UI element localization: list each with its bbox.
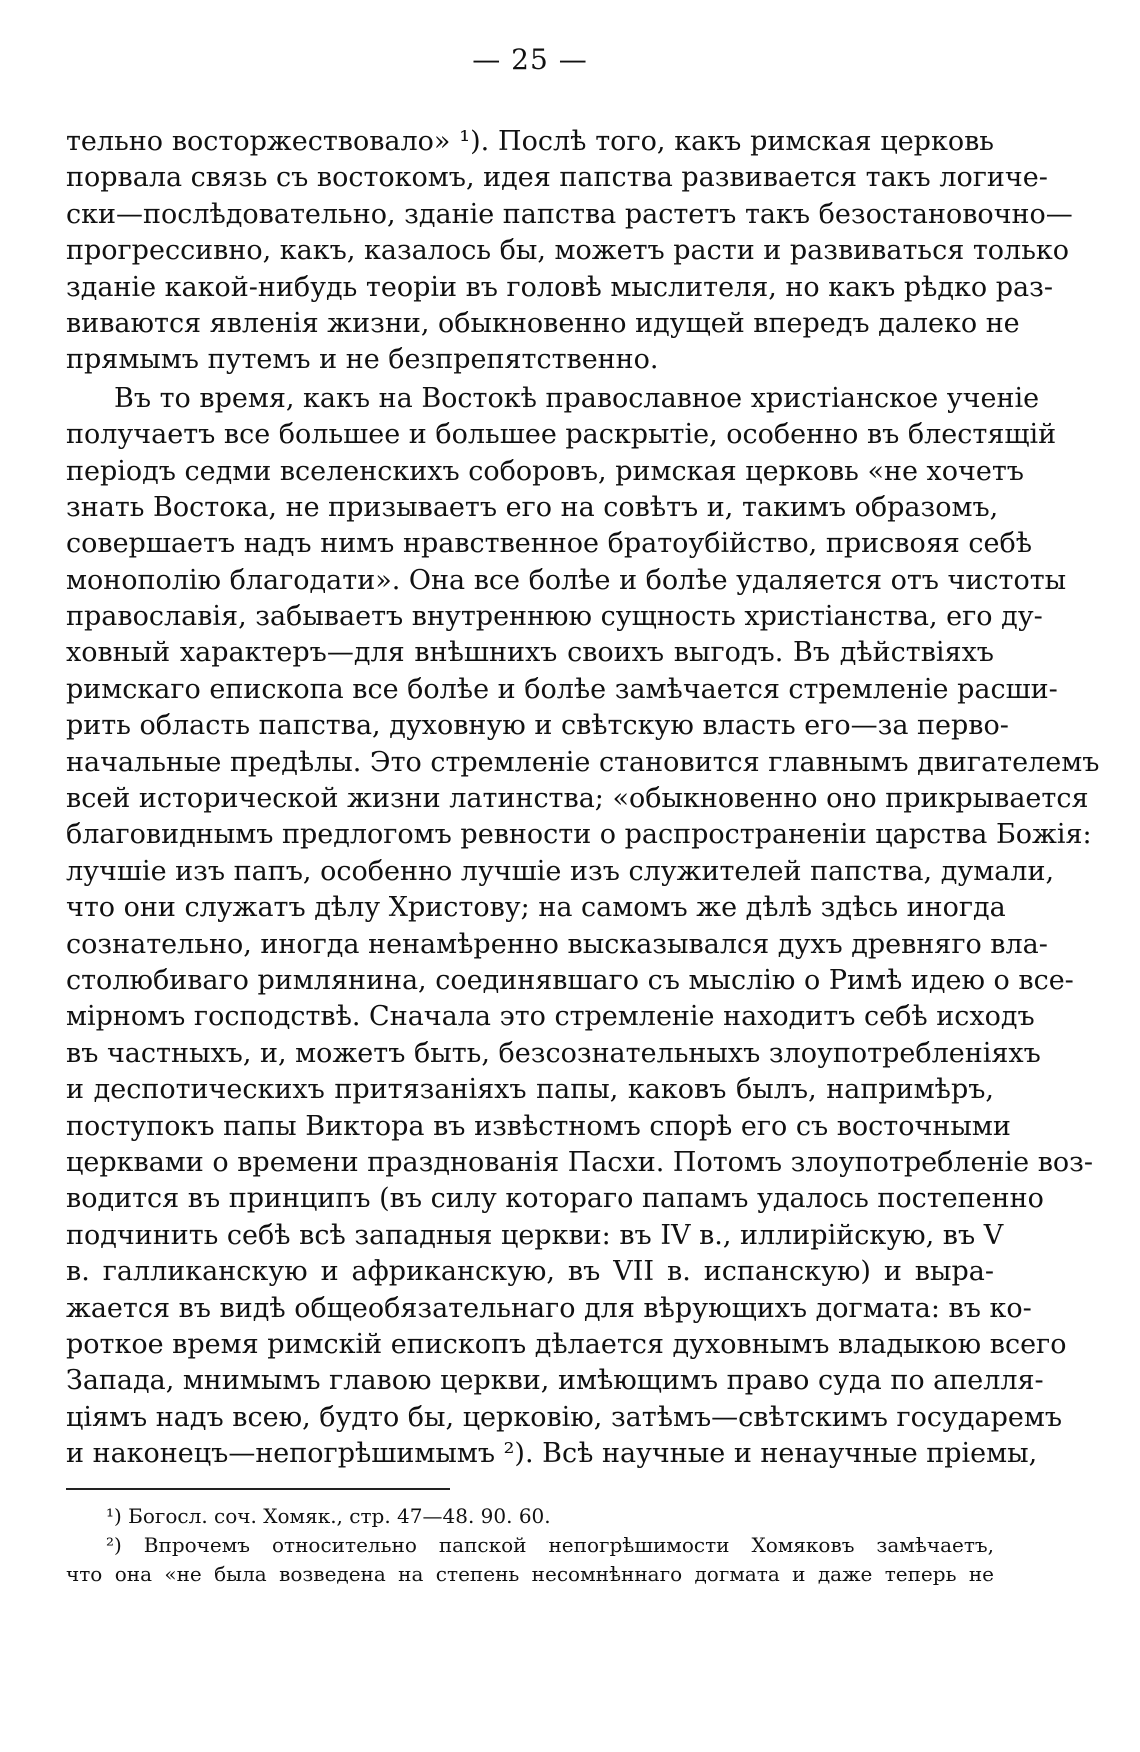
text-line: Запада, мнимымъ главою церкви, имѣющимъ право суда по апелля-: [66, 1365, 1044, 1397]
text-line: церквами о времени празднованія Пасхи. Потомъ злоупотребленіе воз-: [66, 1146, 1094, 1178]
text-line: что они служатъ дѣлу Христову; на самомъ же дѣлѣ здѣсь иногда: [66, 892, 1006, 924]
text-line: сознательно, иногда ненамѣренно высказывался духъ древняго вла-: [66, 928, 1048, 960]
text-line: всей исторической жизни латинства; «обыкновенно оно прикрывается: [66, 783, 1089, 815]
footnote-2: ²) Впрочемъ относительно папской непогрѣшимости Хомяковъ замѣчаетъ,: [106, 1533, 994, 1558]
text-line: римскаго епископа все болѣе и болѣе замѣчается стремленіе расши-: [66, 673, 1058, 705]
text-line: и деспотическихъ притязаніяхъ папы, каковъ былъ, напримѣръ,: [66, 1074, 994, 1106]
text-line: ціямъ надъ всею, будто бы, церковію, затѣмъ—свѣтскимъ государемъ: [66, 1401, 1063, 1433]
page-number: — 25 —: [472, 43, 588, 76]
text-line: роткое время римскій епископъ дѣлается духовнымъ владыкою всего: [66, 1328, 1067, 1360]
paragraph-1: [66, 124, 1073, 379]
text-line: зданіе какой-нибудь теоріи въ головѣ мыслителя, но какъ рѣдко раз-: [66, 271, 1054, 303]
text-line: мірномъ господствѣ. Сначала это стремленіе находитъ себѣ исходъ: [66, 1001, 1035, 1033]
text-line: подчинить себѣ всѣ западныя церкви: въ IV в., иллирійскую, въ V: [66, 1219, 1004, 1251]
text-line: ски—послѣдовательно, зданіе папства растетъ такъ безостановочно—: [66, 198, 1073, 230]
text-line: прямымъ путемъ и не безпрепятственно.: [66, 344, 659, 376]
text-line: благовиднымъ предлогомъ ревности о распространеніи царства Божія:: [66, 819, 1092, 851]
text-line: поступокъ папы Виктора въ извѣстномъ спорѣ его съ восточными: [66, 1110, 1011, 1142]
text-line: водится въ принципъ (въ силу котораго папамъ удалось постепенно: [66, 1183, 1044, 1215]
text-line: жается въ видѣ общеобязательнаго для вѣрующихъ догмата: въ ко-: [66, 1292, 1032, 1324]
book-page: [66, 40, 1100, 1589]
footnote-2-continued: что она «не была возведена на степень несомнѣннаго догмата и даже теперь не: [66, 1562, 994, 1587]
text-line: лучшіе изъ папъ, особенно лучшіе изъ служителей папства, думали,: [66, 855, 1055, 887]
text-line: начальные предѣлы. Это стремленіе становится главнымъ двигателемъ: [66, 746, 1100, 778]
footnote-1: ¹) Богосл. соч. Хомяк., стр. 47—48. 90. 60.: [106, 1504, 551, 1529]
text-line: въ частныхъ, и, можетъ быть, безсознательныхъ злоупотребленіяхъ: [66, 1037, 1041, 1069]
text-line: Въ то время, какъ на Востокѣ православное христіанское ученіе: [114, 382, 1040, 414]
text-line: монополію благодати». Она все болѣе и болѣе удаляется отъ чистоты: [66, 564, 1067, 596]
text-line: виваются явленія жизни, обыкновенно идущей впередъ далеко не: [66, 307, 1020, 339]
text-line: ховный характеръ—для внѣшнихъ своихъ выгодъ. Въ дѣйствіяхъ: [66, 637, 994, 669]
footnote-divider: [66, 1488, 450, 1490]
text-line: и наконецъ—непогрѣшимымъ ²). Всѣ научные и ненаучные пріемы,: [66, 1438, 1038, 1470]
text-line: совершаетъ надъ нимъ нравственное братоубійство, присвояя себѣ: [66, 528, 1032, 560]
text-line: тельно восторжествовало» ¹). Послѣ того, какъ римская церковь: [66, 126, 994, 157]
text-line: прогрессивно, какъ, казалось бы, можетъ расти и развиваться только: [66, 235, 1070, 267]
text-line: в. галликанскую и африканскую, въ VII в. испанскую) и выра-: [66, 1256, 994, 1288]
text-line: періодъ седми вселенскихъ соборовъ, римская церковь «не хочетъ: [66, 455, 1024, 487]
text-line: порвала связь съ востокомъ, идея папства развивается такъ логиче-: [66, 162, 1048, 194]
paragraph-2: [66, 381, 1100, 1473]
text-line: знать Востока, не призываетъ его на совѣтъ и, такимъ образомъ,: [66, 491, 999, 523]
text-line: получаетъ все большее и большее раскрытіе, особенно въ блестящій: [66, 419, 1057, 451]
text-line: столюбиваго римлянина, соединявшаго съ мыслію о Римѣ идею о все-: [66, 964, 1074, 996]
text-line: православія, забываетъ внутреннюю сущность христіанства, его ду-: [66, 601, 1043, 633]
text-line: рить область папства, духовную и свѣтскую власть его—за перво-: [66, 710, 1009, 742]
footnotes: [66, 1502, 994, 1589]
